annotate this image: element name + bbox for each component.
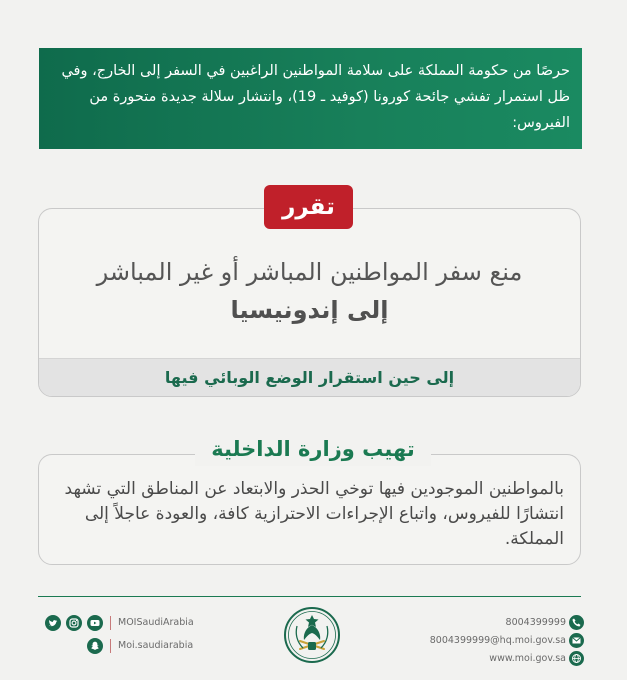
twitter-icon[interactable] <box>45 615 61 631</box>
decision-card <box>38 208 581 397</box>
phone-number[interactable]: 8004399999 <box>505 617 566 628</box>
instagram-icon[interactable] <box>66 615 82 631</box>
decision-line-1: منع سفر المواطنين المباشر أو غير المباشر <box>96 258 523 286</box>
decision-line-2: إلى إندونيسيا <box>230 296 389 324</box>
social-handle[interactable]: MOISaudiArabia <box>118 617 194 628</box>
footer-divider <box>38 596 581 597</box>
website-url[interactable]: www.moi.gov.sa <box>489 653 566 664</box>
snapchat-handle[interactable]: Moi.saudiarabia <box>118 640 194 651</box>
email-icon <box>569 633 584 648</box>
intro-banner <box>39 48 582 149</box>
separator <box>110 639 111 653</box>
email-address[interactable]: 8004399999@hq.moi.gov.sa <box>429 635 566 646</box>
intro-text: حرصًا من حكومة المملكة على سلامة المواطنين الراغبين في السفر إلى الخارج، وفي ظل استمرار تفشي جائحة كورونا (كوفيد ـ 19)، وانتشار سلالة جديدة متحورة من الفيروس: <box>61 63 570 131</box>
advisory-body: بالمواطنين الموجودين فيها توخي الحذر والابتعاد عن المناطق التي تشهد انتشارًا للفيروس، واتباع الإجراءات الاحترازية كافة، والعودة عاجلاً إلى المملكة. <box>64 479 564 549</box>
globe-icon <box>569 651 584 666</box>
youtube-icon[interactable] <box>87 615 103 631</box>
decision-main <box>39 253 580 329</box>
snapchat-icon[interactable] <box>87 638 103 654</box>
ministry-emblem <box>283 606 341 664</box>
advisory-heading: تهيب وزارة الداخلية <box>195 432 431 466</box>
decision-badge: تقرر <box>264 185 353 229</box>
phone-icon <box>569 615 584 630</box>
advisory-card <box>38 454 581 565</box>
separator <box>110 616 111 630</box>
decision-until: إلى حين استقرار الوضع الوبائي فيها <box>39 358 580 396</box>
